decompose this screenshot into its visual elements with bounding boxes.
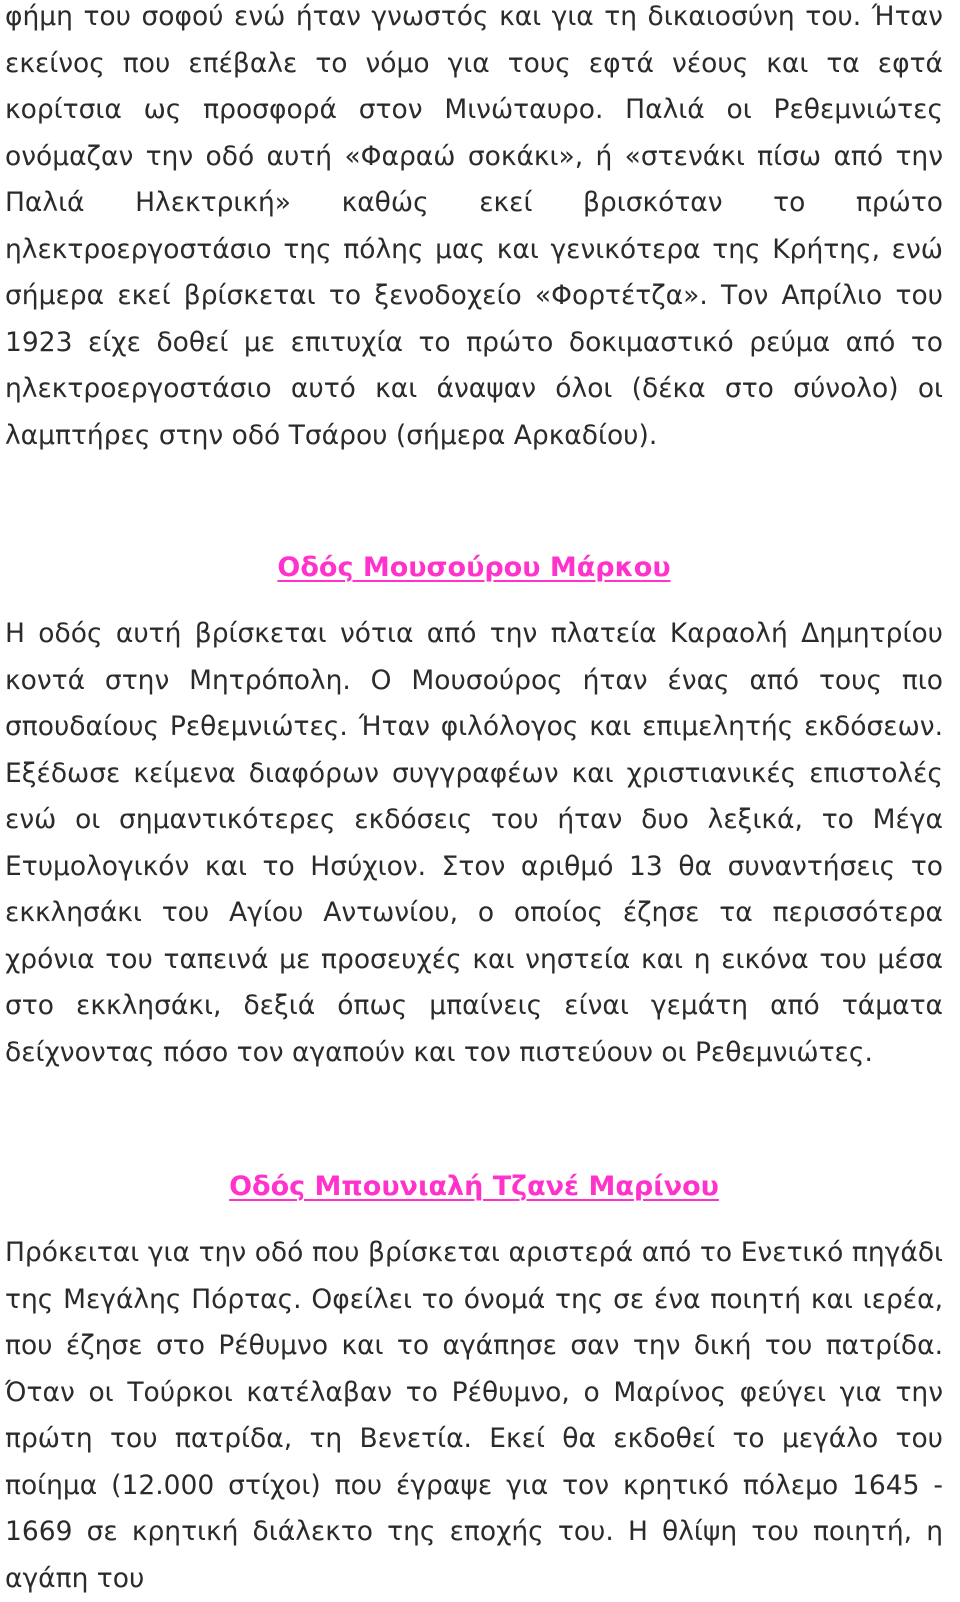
document-page xyxy=(5,0,943,1602)
section-title-mousourou: Οδός Μουσούρου Μάρκου xyxy=(277,552,671,583)
section-body-mpounialh: Πρόκειται για την οδό που βρίσκεται αριστερά από το Ενετικό πηγάδι της Μεγάλης Πόρτας. Οφείλει το όνομά της σε ένα ποιητή και ιερέα, που έζησε στο Ρέθυμνο και το αγάπησε σαν την δική του πατρίδα. Όταν οι Τούρκοι κατέλαβαν το Ρέθυμνο, ο Μαρίνος φεύγει για την πρώτη του πατρίδα, τη Βενετία. Εκεί θα εκδοθεί το μεγάλο του ποίημα (12.000 στίχοι) που έγραψε για τον κρητικό πόλεμο 1645 - 1669 σε κρητική διάλεκτο της εποχής του. Η θλίψη του ποιητή, η αγάπη του xyxy=(5,1237,943,1594)
intro-paragraph: φήμη του σοφού ενώ ήταν γνωστός και για τη δικαιοσύνη του. Ήταν εκείνος που επέβαλε το νόμο για τους εφτά νέους και τα εφτά κορίτσια ως προσφορά στον Μινώταυρο. Παλιά οι Ρεθεμνιώτες ονόμαζαν την οδό αυτή «Φαραώ σοκάκι», ή «στενάκι πίσω από την Παλιά Ηλεκτρική» καθώς εκεί βρισκόταν το πρώτο ηλεκτροεργοστάσιο της πόλης μας και γενικότερα της Κρήτης, ενώ σήμερα εκεί βρίσκεται το ξενοδοχείο «Φορτέτζα». Τον Απρίλιο του 1923 είχε δοθεί με επιτυχία το πρώτο δοκιμαστικό ρεύμα από το ηλεκτροεργοστάσιο αυτό και άναψαν όλοι (δέκα στο σύνολο) οι λαμπτήρες στην οδό Τσάρου (σήμερα Αρκαδίου). xyxy=(5,1,943,451)
section-title-mpounialh: Οδός Μπουνιαλή Τζανέ Μαρίνου xyxy=(229,1171,719,1202)
section-body-mousourou: Η οδός αυτή βρίσκεται νότια από την πλατεία Καραολή Δημητρίου κοντά στην Μητρόπολη. Ο Μουσούρος ήταν ένας από τους πιο σπουδαίους Ρεθεμνιώτες. Ήταν φιλόλογος και επιμελητής εκδόσεων. Εξέδωσε κείμενα διαφόρων συγγραφέων και χριστιανικές επιστολές ενώ οι σημαντικότερες εκδόσεις του ήταν δυο λεξικά, το Μέγα Ετυμολογικόν και το Ησύχιον. Στον αριθμό 13 θα συναντήσεις το εκκλησάκι του Αγίου Αντωνίου, ο οποίος έζησε τα περισσότερα χρόνια του ταπεινά με προσευχές και νηστεία και η εικόνα του μέσα στο εκκλησάκι, δεξιά όπως μπαίνεις είναι γεμάτη από τάματα δείχνοντας πόσο τον αγαπούν και τον πιστεύουν οι Ρεθεμνιώτες. xyxy=(5,618,943,1068)
